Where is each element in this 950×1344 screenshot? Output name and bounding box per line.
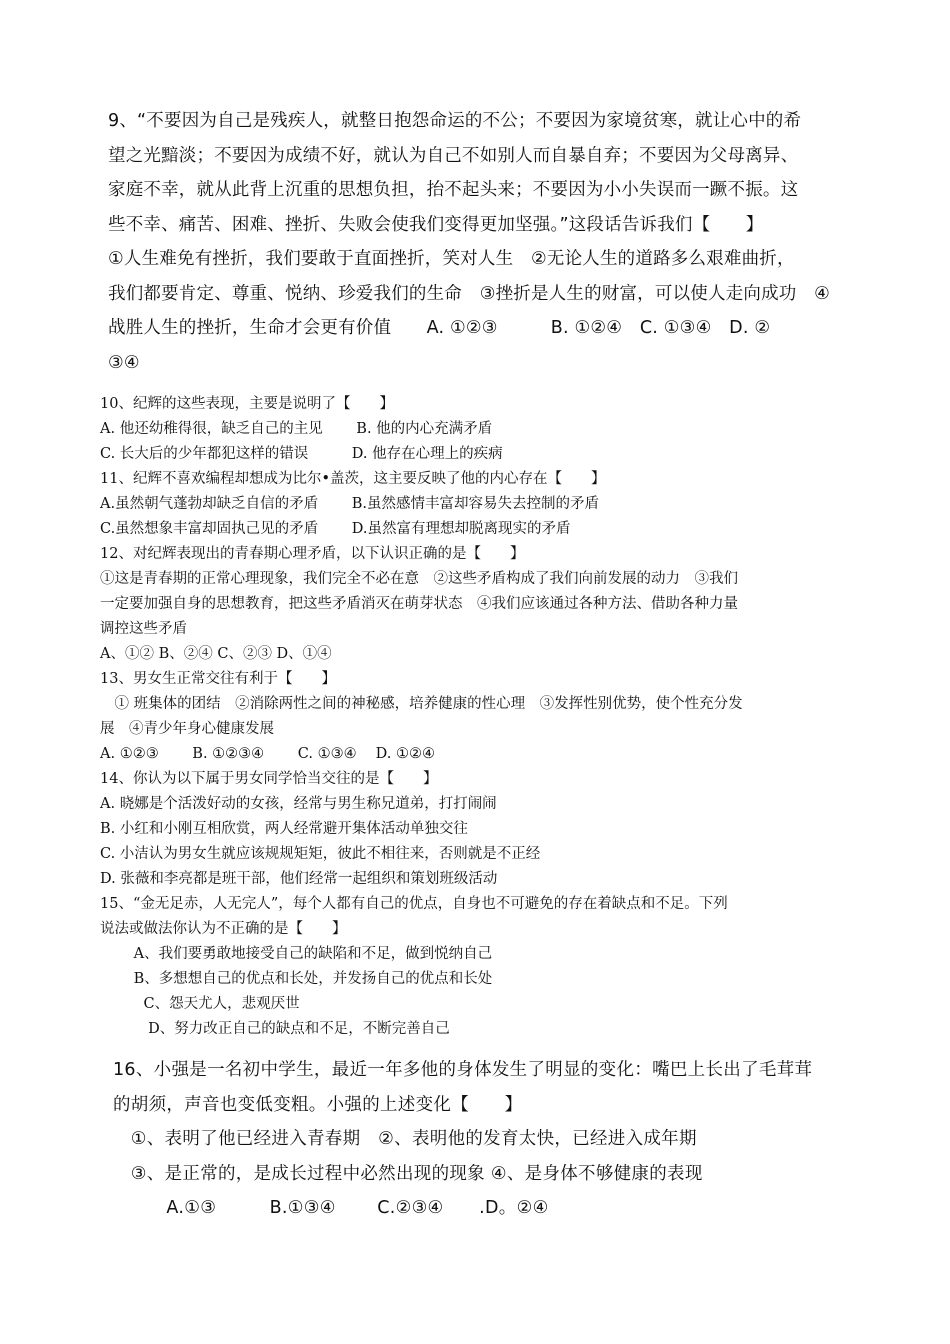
question-11-stem: 11、纪辉不喜欢编程却想成为比尔•盖茨，这主要反映了他的内心存在【 】: [100, 471, 606, 487]
question-9-line: ③④: [108, 352, 140, 373]
question-9-line: 些不幸、痛苦、困难、挫折、失败会使我们变得更加坚强。”这段话告诉我们【 】: [108, 214, 764, 235]
question-16: [113, 1053, 873, 1226]
question-13-stem: 13、男女生正常交往有利于【 】: [100, 671, 336, 687]
question-13-options: A. ①②③ B. ①②③④ C. ①③④ D. ①②④: [100, 746, 436, 762]
question-15-option-d: D、努力改正自己的缺点和不足，不断完善自己: [100, 1021, 450, 1037]
question-14-option-c: C. 小洁认为男女生就应该规规矩矩，彼此不相往来，否则就是不正经: [100, 846, 541, 862]
question-12-options: A、①② B、②④ C、②③ D、①④: [100, 646, 332, 662]
question-13-statements: 展 ④青少年身心健康发展: [100, 721, 274, 737]
question-14-option-b: B. 小红和小刚互相欣赏，两人经常避开集体活动单独交往: [100, 821, 468, 837]
question-16-stem: 的胡须，声音也变低变粗。小强的上述变化【 】: [113, 1094, 523, 1115]
question-10-options-ab: A. 他还幼稚得很，缺乏自己的主见 B. 他的内心充满矛盾: [100, 421, 493, 437]
question-15-option-a: A、我们要勇敢地接受自己的缺陷和不足，做到悦纳自己: [100, 946, 493, 962]
question-12-statements: 一定要加强自身的思想教育，把这些矛盾消灭在萌芽状态 ④我们应该通过各种方法、借助各种力量: [100, 596, 738, 612]
question-9-line: 9、“不要因为自己是残疾人，就整日抱怨命运的不公；不要因为家境贫寒，就让心中的希: [108, 111, 802, 131]
question-9-line: 家庭不幸，就从此背上沉重的思想负担，抬不起头来；不要因为小小失误而一蹶不振。这: [108, 180, 799, 200]
question-14-option-d: D. 张薇和李亮都是班干部，他们经常一起组织和策划班级活动: [100, 871, 498, 887]
question-12-stem: 12、对纪辉表现出的青春期心理矛盾，以下认识正确的是【 】: [100, 546, 525, 562]
question-15-stem: 说法或做法你认为不正确的是【 】: [100, 921, 347, 937]
questions-10-to-15: [100, 392, 860, 1042]
question-15-stem: 15、“金无足赤，人无完人”，每个人都有自己的优点，自身也不可避免的存在着缺点和不足。下列: [100, 896, 728, 912]
question-9-line: 我们都要肯定、尊重、悦纳、珍爱我们的生命 ③挫折是人生的财富，可以使人走向成功 ④: [108, 283, 831, 304]
question-15-option-b: B、多想想自己的优点和长处，并发扬自己的优点和长处: [100, 971, 493, 987]
question-10-options-cd: C. 长大后的少年都犯这样的错误 D. 他存在心理上的疾病: [100, 446, 503, 462]
question-9-line: 战胜人生的挫折，生命才会更有价值 A. ①②③ B. ①②④ C. ①③④ D. ②: [108, 318, 771, 338]
question-10-stem: 10、纪辉的这些表现，主要是说明了【 】: [100, 396, 394, 412]
question-16-stem: 16、小强是一名初中学生，最近一年多他的身体发生了明显的变化：嘴巴上长出了毛茸茸: [113, 1060, 813, 1080]
question-15-option-c: C、怨天尤人，悲观厌世: [100, 996, 300, 1012]
question-14-stem: 14、你认为以下属于男女同学恰当交往的是【 】: [100, 771, 438, 787]
question-11-options-cd: C.虽然想象丰富却固执己见的矛盾 D.虽然富有理想却脱离现实的矛盾: [100, 521, 571, 537]
question-9: [108, 104, 868, 380]
question-9-line: ①人生难免有挫折，我们要敢于直面挫折，笑对人生 ②无论人生的道路多么艰难曲折，: [108, 249, 795, 269]
question-16-statements: ③、是正常的，是成长过程中必然出现的现象 ④、是身体不够健康的表现: [113, 1163, 703, 1184]
question-16-options: A.①③ B.①③④ C.②③④ .D。②④: [113, 1198, 549, 1218]
question-9-line: 望之光黯淡；不要因为成绩不好，就认为自己不如别人而自暴自弃；不要因为父母离异、: [108, 145, 799, 166]
question-12-statements: 调控这些矛盾: [100, 621, 187, 637]
question-13-statements: ① 班集体的团结 ②消除两性之间的神秘感，培养健康的性心理 ③发挥性别优势，使个性充分发: [100, 696, 743, 712]
question-11-options-ab: A.虽然朝气蓬勃却缺乏自信的矛盾 B.虽然感情丰富却容易失去控制的矛盾: [100, 496, 599, 512]
question-12-statements: ①这是青春期的正常心理现象，我们完全不必在意 ②这些矛盾构成了我们向前发展的动力 ③我们: [100, 571, 738, 587]
question-14-option-a: A. 晓娜是个活泼好动的女孩，经常与男生称兄道弟，打打闹闹: [100, 796, 497, 812]
question-16-statements: ①、表明了他已经进入青春期 ②、表明他的发育太快，已经进入成年期: [113, 1129, 697, 1149]
